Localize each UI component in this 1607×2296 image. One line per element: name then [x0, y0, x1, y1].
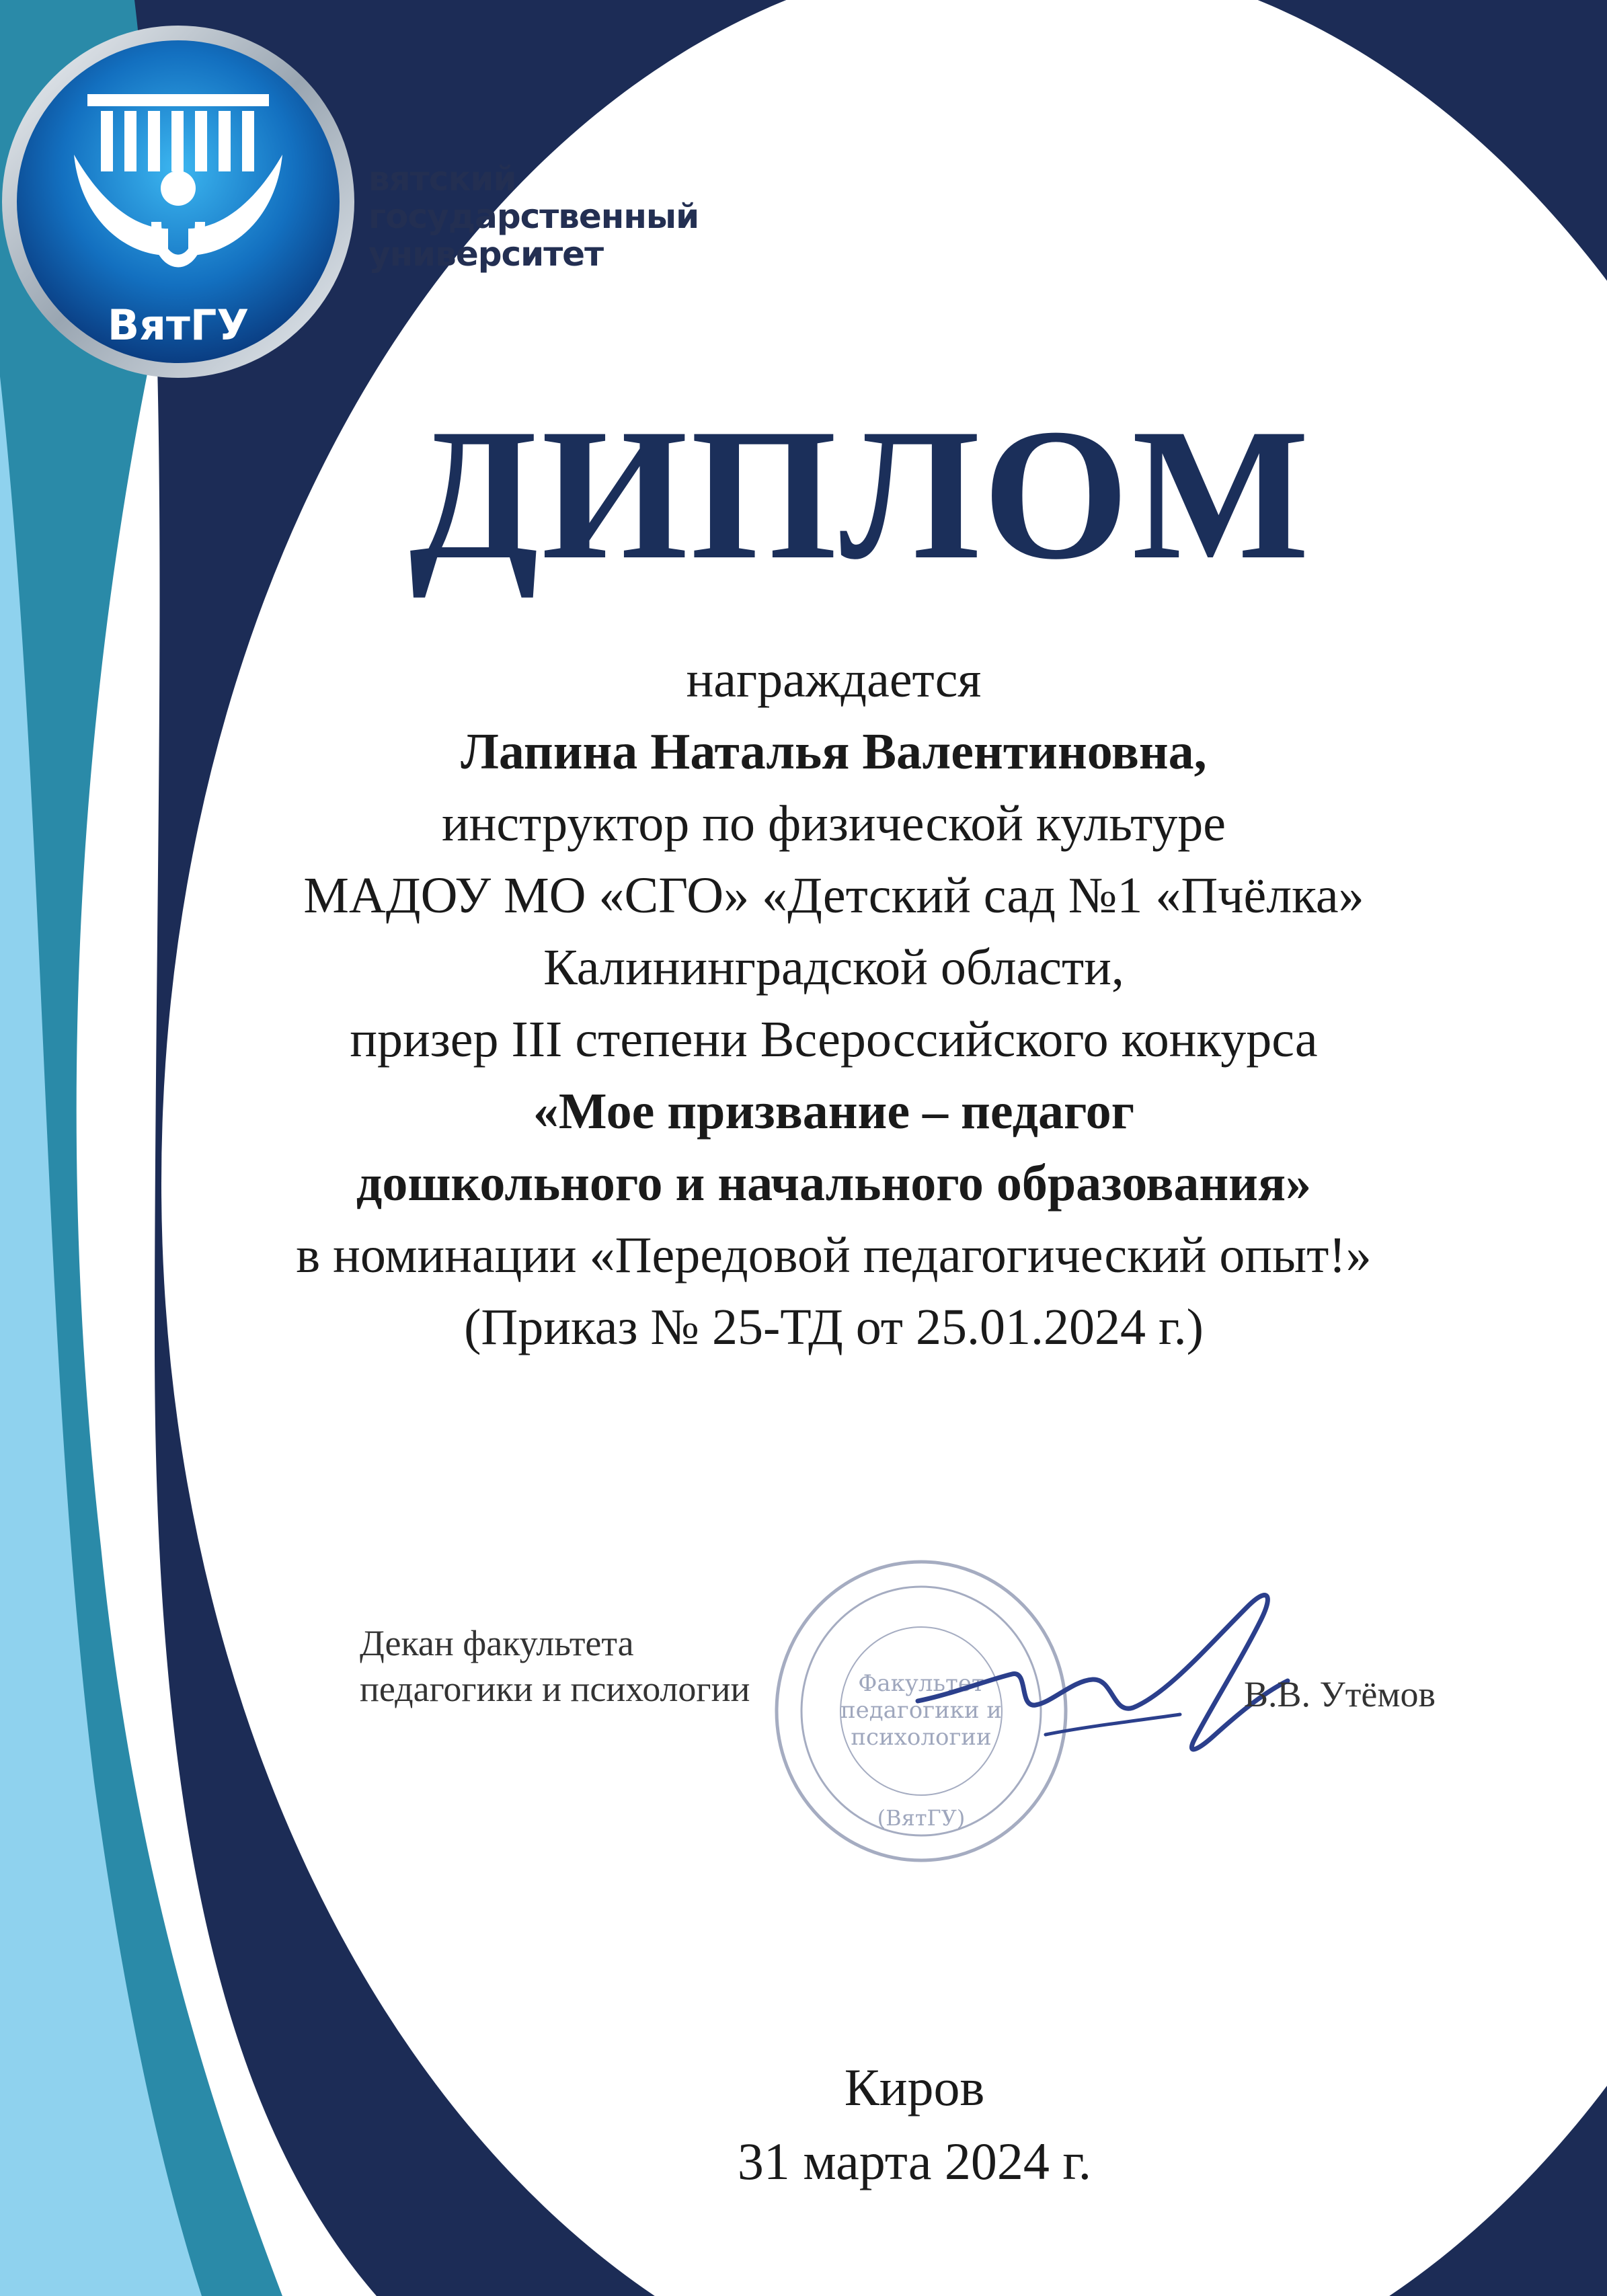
university-name-line-3: университет: [368, 235, 604, 274]
stamp-bottom-text: (ВятГУ): [877, 1805, 966, 1831]
contest-name-line-1: «Мое призвание – педагог: [533, 1083, 1135, 1140]
recipient-position: инструктор по физической культуре: [441, 795, 1226, 852]
diploma-title: ДИПЛОМ: [409, 389, 1312, 598]
signature-block: [353, 1553, 1496, 1889]
signatory-position-line-2: педагогики и психологии: [360, 1669, 750, 1709]
contest-name-line-2: дошкольного и начального образования»: [356, 1155, 1312, 1212]
logo-emblem-text: ВятГУ: [107, 301, 249, 350]
issue-date: 31 марта 2024 г.: [737, 2132, 1092, 2190]
award-text: [175, 644, 1493, 1363]
award-rank: призер III степени Всероссийского конкурса: [350, 1011, 1318, 1068]
issue-city: Киров: [844, 2058, 985, 2116]
issue-place-date: [659, 2051, 1170, 2199]
university-name: [368, 160, 699, 273]
recipient-region: Калининградской области,: [543, 939, 1124, 996]
signatory-position-line-1: Декан факультета: [360, 1623, 634, 1663]
university-name-line-1: вятский: [368, 159, 516, 198]
order-reference: (Приказ № 25-ТД от 25.01.2024 г.): [464, 1299, 1204, 1355]
signatory-name: В.В. Утёмов: [1244, 1674, 1436, 1714]
stamp-center-line-3: психологии: [851, 1724, 992, 1751]
stamp-center-line-2: педагогики и: [840, 1697, 1003, 1724]
recipient-name: Лапина Наталья Валентиновна,: [461, 723, 1207, 780]
university-name-line-2: государственный: [368, 197, 699, 236]
signatory-position: [360, 1620, 750, 1712]
stamp-center-line-1: Факультет: [858, 1670, 984, 1697]
recipient-organization: МАДОУ МО «СГО» «Детский сад №1 «Пчёлка»: [303, 867, 1364, 924]
nomination: в номинации «Передовой педагогический опыт!»: [296, 1227, 1372, 1283]
university-logo: [0, 0, 363, 397]
award-line: награждается: [686, 651, 982, 708]
